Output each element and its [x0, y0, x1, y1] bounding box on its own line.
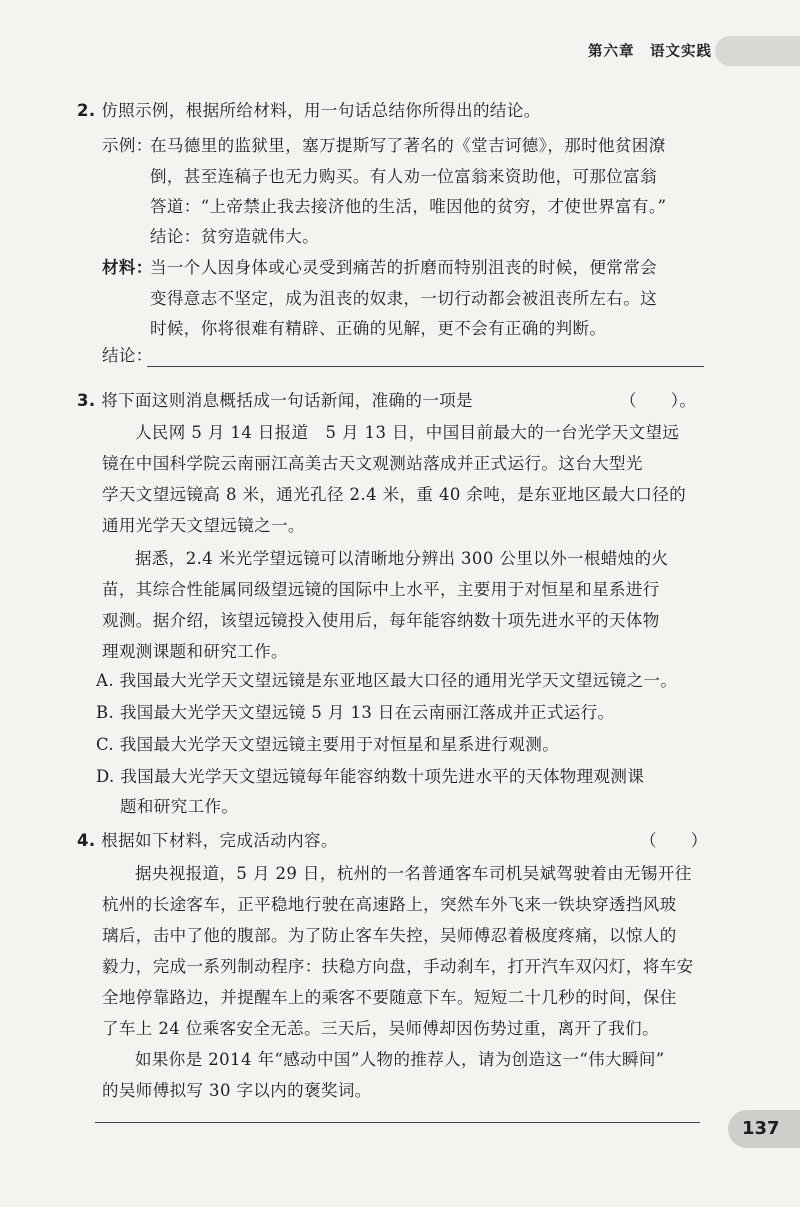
option-d[interactable]: D. 我国最大光学天文望远镜每年能容纳数十项先进水平的天体物理观测课	[96, 767, 645, 786]
option-c[interactable]: C. 我国最大光学天文望远镜主要用于对恒星和星系进行观测。	[96, 735, 560, 754]
answer-line[interactable]	[147, 366, 704, 367]
material-line: 变得意志不坚定，成为沮丧的奴隶，一切行动都会被沮丧所左右。这	[150, 289, 657, 308]
header-tab-decoration	[715, 36, 800, 66]
answer-line[interactable]	[95, 1122, 700, 1123]
conclusion-label: 结论：	[102, 346, 153, 365]
example-label: 示例：	[102, 136, 153, 155]
question-number: 2.	[77, 101, 96, 120]
answer-parenthesis[interactable]: （ ）	[640, 831, 708, 850]
passage-line: 璃后，击中了他的腹部。为了防止客车失控，吴师傅忍着极度疼痛，以惊人的	[102, 926, 677, 945]
passage-line: 据悉，2.4 米光学望远镜可以清晰地分辨出 300 公里以外一根蜡烛的火	[135, 549, 669, 568]
passage-line: 全地停靠路边，并提醒车上的乘客不要随意下车。短短二十几秒的时间，保住	[102, 988, 677, 1007]
answer-parenthesis[interactable]: （ ）。	[620, 391, 697, 410]
question-3	[77, 390, 473, 412]
passage-line: 学天文望远镜高 8 米，通光孔径 2.4 米，重 40 余吨，是东亚地区最大口径的	[102, 485, 687, 504]
option-d-continued: 题和研究工作。	[120, 797, 239, 816]
question-4	[77, 830, 338, 852]
question-2	[77, 100, 541, 122]
example-line: 答道：“上帝禁止我去接济他的生活，唯因他的贫穷，才使世界富有。”	[150, 197, 667, 216]
option-b[interactable]: B. 我国最大光学天文望远镜 5 月 13 日在云南丽江落成并正式运行。	[96, 703, 615, 722]
passage-line: 理观测课题和研究工作。	[102, 642, 288, 661]
material-label: 材料：	[102, 258, 153, 277]
chapter-header: 第六章 语文实践	[588, 44, 712, 60]
passage-line: 的吴师傅拟写 30 字以内的褒奖词。	[102, 1081, 372, 1100]
passage-line: 杭州的长途客车，正平稳地行驶在高速路上，突然车外飞来一铁块穿透挡风玻	[102, 895, 677, 914]
material-line: 当一个人因身体或心灵受到痛苦的折磨而特别沮丧的时候，便常常会	[150, 258, 657, 277]
option-a[interactable]: A. 我国最大光学天文望远镜是东亚地区最大口径的通用光学天文望远镜之一。	[96, 671, 678, 690]
passage-line: 据央视报道，5 月 29 日，杭州的一名普通客车司机吴斌驾驶着由无锡开往	[135, 864, 692, 883]
passage-line: 了车上 24 位乘客安全无恙。三天后，吴师傅却因伤势过重，离开了我们。	[102, 1019, 659, 1038]
passage-line: 通用光学天文望远镜之一。	[102, 516, 305, 535]
question-prompt: 根据如下材料，完成活动内容。	[101, 831, 338, 850]
question-number: 4.	[77, 831, 96, 850]
passage-line: 观测。据介绍，该望远镜投入使用后，每年能容纳数十项先进水平的天体物	[102, 611, 660, 630]
passage-line: 镜在中国科学院云南丽江高美古天文观测站落成并正式运行。这台大型光	[102, 454, 643, 473]
material-line: 时候，你将很难有精辟、正确的见解，更不会有正确的判断。	[150, 319, 607, 338]
passage-line: 人民网 5 月 14 日报道 5 月 13 日，中国目前最大的一台光学天文望远	[135, 423, 680, 442]
example-line: 倒，甚至连稿子也无力购买。有人劝一位富翁来资助他，可那位富翁	[150, 167, 657, 186]
page-number: 137	[742, 1118, 780, 1139]
passage-line: 毅力，完成一系列制动程序：扶稳方向盘，手动刹车，打开汽车双闪灯，将车安	[102, 957, 694, 976]
question-prompt: 将下面这则消息概括成一句话新闻，准确的一项是	[101, 391, 474, 410]
question-number: 3.	[77, 391, 96, 410]
passage-line: 如果你是 2014 年“感动中国”人物的推荐人，请为创造这一“伟大瞬间”	[135, 1050, 665, 1069]
example-conclusion: 结论：贫穷造就伟大。	[150, 227, 319, 246]
example-line: 在马德里的监狱里，塞万提斯写了著名的《堂吉诃德》，那时他贫困潦	[150, 136, 666, 155]
passage-line: 苗，其综合性能属同级望远镜的国际中上水平，主要用于对恒星和星系进行	[102, 580, 660, 599]
question-prompt: 仿照示例，根据所给材料，用一句话总结你所得出的结论。	[101, 101, 541, 120]
